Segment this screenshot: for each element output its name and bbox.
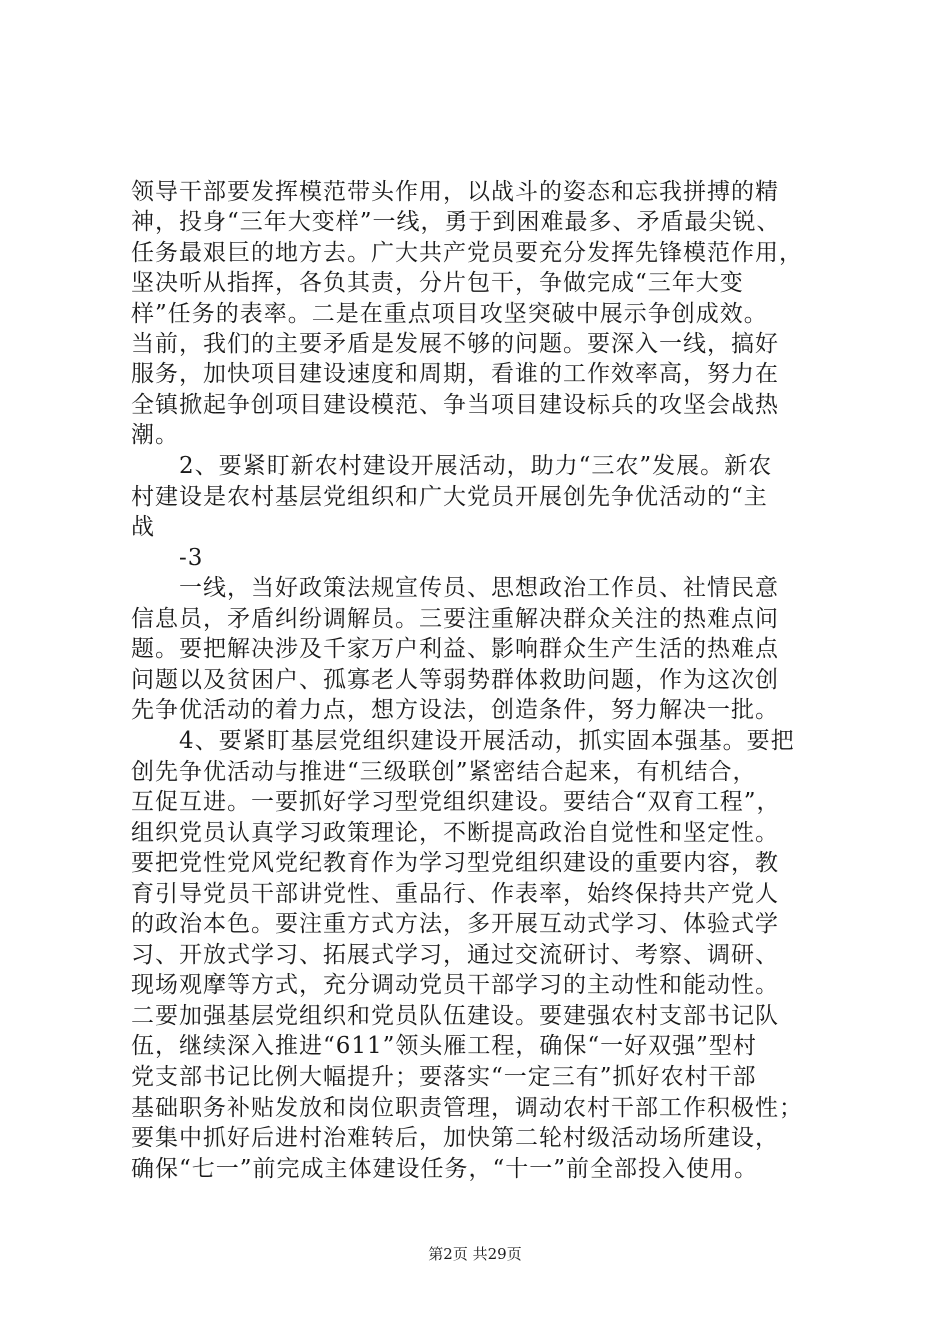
text-line: 二要加强基层党组织和党员队伍建设。要建强农村支部书记队 [131, 1003, 779, 1029]
text-line: 村建设是农村基层党组织和广大党员开展创先争优活动的“主 [131, 484, 768, 510]
text-line: 当前，我们的主要矛盾是发展不够的问题。要深入一线，搞好 [131, 331, 779, 357]
text-line: 样”任务的表率。二是在重点项目攻坚突破中展示争创成效。 [131, 301, 768, 327]
text-line: 信息员，矛盾纠纷调解员。三要注重解决群众关注的热难点问 [131, 606, 779, 632]
text-line: 要把党性党风党纪教育作为学习型党组织建设的重要内容，教 [131, 850, 779, 876]
text-line: 坚决听从指挥，各负其责，分片包干，争做完成“三年大变 [131, 270, 744, 296]
text-line: 确保“七一”前完成主体建设任务，“十一”前全部投入使用。 [131, 1156, 759, 1182]
text-line: 问题以及贫困户、孤寡老人等弱势群体救助问题，作为这次创 [131, 667, 779, 693]
text-line: 组织党员认真学习政策理论，不断提高政治自觉性和坚定性。 [131, 820, 779, 846]
text-line: 党支部书记比例大幅提升；要落实“一定三有”抓好农村干部 [131, 1064, 757, 1090]
text-line: 4、要紧盯基层党组织建设开展活动，抓实固本强基。要把 [131, 728, 795, 754]
text-line: 神，投身“三年大变样”一线，勇于到困难最多、矛盾最尖锐、 [131, 209, 781, 235]
text-line: 先争优活动的着力点，想方设法，创造条件，努力解决一批。 [131, 697, 779, 723]
text-line: 互促互进。一要抓好学习型党组织建设。要结合“双育工程”， [131, 789, 781, 815]
text-line: 领导干部要发挥模范带头作用，以战斗的姿态和忘我拼搏的精 [131, 179, 779, 205]
text-line: 服务，加快项目建设速度和周期，看谁的工作效率高，努力在 [131, 361, 779, 387]
page-marker: -3 [131, 545, 204, 571]
page-footer: 第2页 共29页 [428, 1245, 522, 1263]
text-line: 伍，继续深入推进“611”领头雁工程，确保“一好双强”型村 [131, 1033, 757, 1059]
text-line: 任务最艰巨的地方去。广大共产党员要充分发挥先锋模范作用， [131, 240, 803, 266]
text-line: 一线，当好政策法规宣传员、思想政治工作员、社情民意 [131, 575, 779, 601]
text-line: 现场观摩等方式，充分调动党员干部学习的主动性和能动性。 [131, 972, 779, 998]
text-line: 潮。 [131, 422, 179, 448]
text-line: 的政治本色。要注重方式方法，多开展互动式学习、体验式学 [131, 911, 779, 937]
text-line: 要集中抓好后进村治难转后，加快第二轮村级活动场所建设， [131, 1125, 779, 1151]
text-line: 2、要紧盯新农村建设开展活动，助力“三农”发展。新农 [131, 453, 773, 479]
text-line: 育引导党员干部讲党性、重品行、作表率，始终保持共产党人 [131, 881, 779, 907]
text-line: 战 [131, 514, 155, 540]
text-line: 全镇掀起争创项目建设模范、争当项目建设标兵的攻坚会战热 [131, 392, 779, 418]
text-line: 基础职务补贴发放和岗位职责管理，调动农村干部工作积极性； [131, 1095, 803, 1121]
text-line: 题。要把解决涉及千家万户利益、影响群众生产生活的热难点 [131, 636, 779, 662]
text-line: 创先争优活动与推进“三级联创”紧密结合起来，有机结合， [131, 759, 757, 785]
text-line: 习、开放式学习、拓展式学习，通过交流研讨、考察、调研、 [131, 942, 779, 968]
